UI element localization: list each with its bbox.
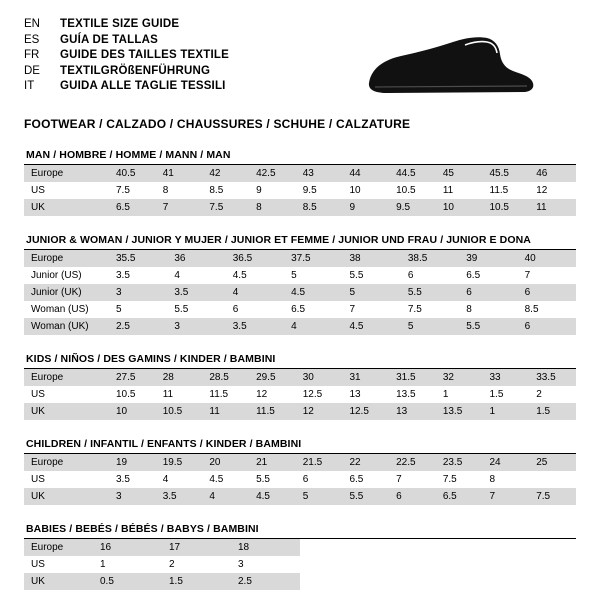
row-label: UK (24, 199, 109, 216)
size-cell: 7 (389, 471, 436, 488)
size-cell: 3 (109, 284, 167, 301)
size-cell: 13.5 (389, 386, 436, 403)
size-cell: 8 (459, 301, 517, 318)
size-cell: 9.5 (389, 199, 436, 216)
size-cell-empty (507, 539, 576, 556)
row-label: Junior (UK) (24, 284, 109, 301)
table-row (24, 301, 576, 318)
size-cell: 13.5 (436, 403, 483, 420)
size-cell-empty (438, 573, 507, 590)
size-cell: 38 (343, 250, 401, 267)
size-group-kids (24, 353, 576, 420)
size-cell: 4.5 (226, 267, 284, 284)
size-cell: 28 (156, 369, 203, 386)
size-cell: 4 (226, 284, 284, 301)
language-row (24, 49, 229, 65)
size-cell: 2 (162, 556, 231, 573)
size-cell: 21 (249, 454, 296, 471)
size-cell: 11.5 (202, 386, 249, 403)
group-label: JUNIOR & WOMAN / JUNIOR Y MUJER / JUNIOR ET FEMME / JUNIOR UND FRAU / JUNIOR E DONA (26, 234, 531, 246)
row-label: US (24, 386, 109, 403)
size-cell: 8.5 (518, 301, 576, 318)
group-label: MAN / HOMBRE / HOMME / MANN / MAN (26, 149, 231, 161)
size-cell: 11.5 (249, 403, 296, 420)
size-cell: 10.5 (156, 403, 203, 420)
table-row (24, 556, 576, 573)
size-group-junior-woman (24, 234, 576, 335)
group-label: BABIES / BEBÉS / BÉBÉS / BABYS / BAMBINI (26, 523, 259, 535)
language-row (24, 65, 229, 81)
size-cell: 3.5 (109, 471, 156, 488)
size-cell: 1 (483, 403, 530, 420)
size-cell: 5 (343, 284, 401, 301)
size-cell: 6 (226, 301, 284, 318)
size-cell: 19.5 (156, 454, 203, 471)
size-cell: 8 (249, 199, 296, 216)
size-cell: 5.5 (342, 488, 389, 505)
row-label: Woman (US) (24, 301, 109, 318)
size-cell: 4 (284, 318, 342, 335)
size-cell: 18 (231, 539, 300, 556)
size-cell: 7 (156, 199, 203, 216)
size-cell: 1.5 (483, 386, 530, 403)
size-cell-empty (438, 539, 507, 556)
size-table (24, 454, 576, 505)
size-cell: 11 (436, 182, 483, 199)
table-row (24, 403, 576, 420)
size-cell: 4 (167, 267, 225, 284)
size-cell: 5.5 (167, 301, 225, 318)
size-cell: 1 (436, 386, 483, 403)
size-table (24, 250, 576, 335)
size-cell: 4.5 (284, 284, 342, 301)
size-cell: 10.5 (109, 386, 156, 403)
size-cell: 28.5 (202, 369, 249, 386)
size-cell: 6 (296, 471, 343, 488)
size-cell: 44 (342, 165, 389, 182)
size-cell: 46 (529, 165, 576, 182)
size-cell: 31 (342, 369, 389, 386)
size-cell: 36.5 (226, 250, 284, 267)
language-title: GUIDE DES TAILLES TEXTILE (60, 49, 229, 61)
language-row (24, 18, 229, 34)
size-cell: 31.5 (389, 369, 436, 386)
size-cell: 33.5 (529, 369, 576, 386)
size-cell: 42.5 (249, 165, 296, 182)
size-cell: 39 (459, 250, 517, 267)
size-cell: 5.5 (459, 318, 517, 335)
size-cell: 4 (156, 471, 203, 488)
size-cell: 40.5 (109, 165, 156, 182)
group-label: CHILDREN / INFANTIL / ENFANTS / KINDER / BAMBINI (26, 438, 302, 450)
size-cell: 6.5 (342, 471, 389, 488)
size-group-children (24, 438, 576, 505)
size-cell: 7.5 (202, 199, 249, 216)
table-row (24, 369, 576, 386)
size-cell: 9.5 (296, 182, 343, 199)
size-cell-empty (300, 556, 369, 573)
size-cell: 7.5 (109, 182, 156, 199)
document-header (24, 18, 576, 103)
size-cell: 5 (109, 301, 167, 318)
size-cell: 2.5 (109, 318, 167, 335)
size-cell: 13 (389, 403, 436, 420)
size-cell: 3 (167, 318, 225, 335)
size-cell: 32 (436, 369, 483, 386)
table-row (24, 284, 576, 301)
size-cell: 1.5 (529, 403, 576, 420)
language-code: FR (24, 49, 40, 61)
size-cell: 21.5 (296, 454, 343, 471)
language-title: TEXTILGRÖßENFÜHRUNG (60, 64, 211, 77)
size-cell: 5.5 (343, 267, 401, 284)
size-cell: 3 (231, 556, 300, 573)
size-cell: 44.5 (389, 165, 436, 182)
size-cell: 9 (342, 199, 389, 216)
size-cell: 6.5 (459, 267, 517, 284)
row-label: Europe (24, 539, 93, 556)
row-label: UK (24, 403, 109, 420)
size-cell: 11 (529, 199, 576, 216)
size-cell: 4.5 (343, 318, 401, 335)
size-cell: 36 (167, 250, 225, 267)
table-row (24, 267, 576, 284)
table-row (24, 250, 576, 267)
size-group-babies (24, 523, 576, 590)
size-cell: 16 (93, 539, 162, 556)
table-row (24, 318, 576, 335)
category-title: FOOTWEAR / CALZADO / CHAUSSURES / SCHUHE / CALZATURE (24, 117, 411, 131)
size-cell: 5 (296, 488, 343, 505)
size-cell: 30 (296, 369, 343, 386)
size-cell: 20 (202, 454, 249, 471)
row-label: Europe (24, 369, 109, 386)
size-cell-empty (300, 573, 369, 590)
size-table (24, 165, 576, 216)
size-cell: 10 (109, 403, 156, 420)
size-cell: 11.5 (483, 182, 530, 199)
size-cell: 27.5 (109, 369, 156, 386)
size-cell: 22 (342, 454, 389, 471)
size-cell: 8 (156, 182, 203, 199)
size-cell: 41 (156, 165, 203, 182)
size-cell: 8.5 (202, 182, 249, 199)
size-cell: 37.5 (284, 250, 342, 267)
table-row (24, 488, 576, 505)
size-cell: 7.5 (401, 301, 459, 318)
size-cell: 7.5 (436, 471, 483, 488)
row-label: US (24, 556, 93, 573)
size-table (24, 539, 576, 590)
language-code: IT (24, 80, 35, 92)
size-cell: 0.5 (93, 573, 162, 590)
size-cell: 12 (249, 386, 296, 403)
language-code: ES (24, 33, 40, 46)
size-cell: 33 (483, 369, 530, 386)
size-cell: 10.5 (389, 182, 436, 199)
size-cell-empty (369, 573, 438, 590)
size-cell: 5 (284, 267, 342, 284)
size-cell (529, 471, 576, 488)
size-cell: 22.5 (389, 454, 436, 471)
dress-shoe-icon (361, 36, 536, 103)
size-cell: 45.5 (483, 165, 530, 182)
table-row (24, 471, 576, 488)
size-cell: 13 (342, 386, 389, 403)
table-row (24, 182, 576, 199)
language-code: DE (24, 64, 40, 77)
table-row (24, 454, 576, 471)
size-cell-empty (438, 556, 507, 573)
size-cell: 4.5 (202, 471, 249, 488)
size-cell: 17 (162, 539, 231, 556)
size-cell: 7 (483, 488, 530, 505)
size-cell-empty (369, 539, 438, 556)
size-table (24, 369, 576, 420)
row-label: UK (24, 573, 93, 590)
size-cell: 38.5 (401, 250, 459, 267)
size-cell: 1.5 (162, 573, 231, 590)
size-cell: 11 (202, 403, 249, 420)
size-cell: 3.5 (156, 488, 203, 505)
size-cell: 12.5 (342, 403, 389, 420)
size-cell: 4 (202, 488, 249, 505)
size-cell: 7 (343, 301, 401, 318)
size-cell: 6 (459, 284, 517, 301)
size-cell: 2.5 (231, 573, 300, 590)
row-label: UK (24, 488, 109, 505)
size-cell-empty (507, 556, 576, 573)
language-row (24, 34, 229, 50)
row-label: Europe (24, 250, 109, 267)
size-cell: 6 (401, 267, 459, 284)
size-cell: 10 (436, 199, 483, 216)
size-cell: 10 (342, 182, 389, 199)
size-cell: 3.5 (109, 267, 167, 284)
size-cell: 3.5 (226, 318, 284, 335)
row-label: Europe (24, 165, 109, 182)
size-cell: 5 (401, 318, 459, 335)
size-cell: 7 (518, 267, 576, 284)
table-row (24, 199, 576, 216)
size-cell: 4.5 (249, 488, 296, 505)
size-cell: 6 (518, 284, 576, 301)
language-row (24, 80, 229, 96)
size-cell-empty (369, 556, 438, 573)
row-label: US (24, 182, 109, 199)
size-cell-empty (507, 573, 576, 590)
row-label: US (24, 471, 109, 488)
size-cell: 6 (389, 488, 436, 505)
size-cell: 19 (109, 454, 156, 471)
table-row (24, 165, 576, 182)
size-cell: 40 (518, 250, 576, 267)
size-cell: 8 (483, 471, 530, 488)
row-label: Junior (US) (24, 267, 109, 284)
size-cell: 10.5 (483, 199, 530, 216)
language-title: GUIDA ALLE TAGLIE TESSILI (60, 80, 226, 92)
language-title: GUÍA DE TALLAS (60, 33, 158, 46)
size-cell: 6.5 (436, 488, 483, 505)
size-cell: 12 (296, 403, 343, 420)
language-title: TEXTILE SIZE GUIDE (60, 18, 180, 30)
size-cell: 7.5 (529, 488, 576, 505)
row-label: Europe (24, 454, 109, 471)
size-cell: 8.5 (296, 199, 343, 216)
size-cell: 12 (529, 182, 576, 199)
size-cell: 24 (483, 454, 530, 471)
table-row (24, 386, 576, 403)
size-cell: 5.5 (401, 284, 459, 301)
group-label: KIDS / NIÑOS / DES GAMINS / KINDER / BAMBINI (26, 353, 276, 365)
size-cell: 9 (249, 182, 296, 199)
size-cell: 6.5 (109, 199, 156, 216)
language-code: EN (24, 18, 40, 30)
size-cell: 25 (529, 454, 576, 471)
language-title-list (24, 18, 229, 96)
table-row (24, 573, 576, 590)
size-cell: 6 (518, 318, 576, 335)
size-cell-empty (300, 539, 369, 556)
size-cell: 35.5 (109, 250, 167, 267)
row-label: Woman (UK) (24, 318, 109, 335)
size-cell: 11 (156, 386, 203, 403)
size-cell: 43 (296, 165, 343, 182)
table-row (24, 539, 576, 556)
size-cell: 1 (93, 556, 162, 573)
size-cell: 3 (109, 488, 156, 505)
size-cell: 2 (529, 386, 576, 403)
size-cell: 6.5 (284, 301, 342, 318)
size-cell: 3.5 (167, 284, 225, 301)
size-cell: 5.5 (249, 471, 296, 488)
size-cell: 42 (202, 165, 249, 182)
size-cell: 12.5 (296, 386, 343, 403)
size-cell: 23.5 (436, 454, 483, 471)
size-group-man (24, 149, 576, 216)
size-cell: 29.5 (249, 369, 296, 386)
size-cell: 45 (436, 165, 483, 182)
